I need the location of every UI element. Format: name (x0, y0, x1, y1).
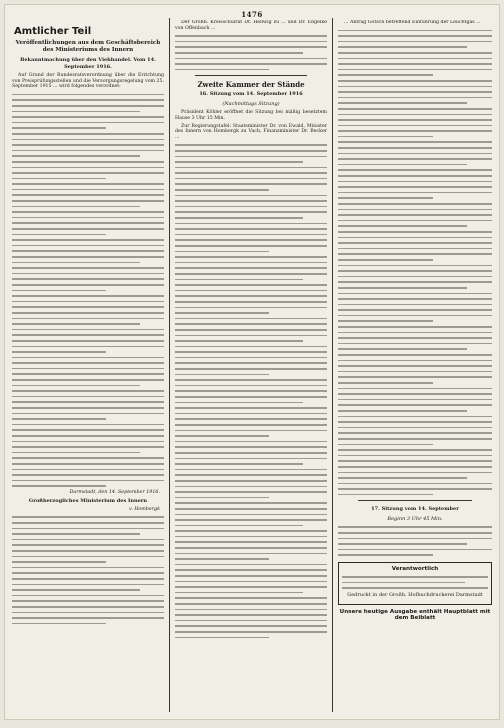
body-text (175, 144, 327, 638)
top-text: ... Antrag Gotsch betreffend Einführung der Leuchtgas ... (344, 20, 481, 25)
session-heading: 17. Sitzung vom 14. September (371, 506, 459, 513)
section-title: Zweite Kammer der Stände (197, 80, 305, 90)
announcement-text: Zur Regierungstafel: Staatsminister Dr. von Ewald, Minister des Innern von Hombergk zu Vach, Finanzminister Dr. Becker ... (175, 123, 327, 140)
column-3 (338, 20, 492, 712)
session-heading: 16. Sitzung vom 14. September 1916 (199, 91, 303, 98)
session-note: Beginn 3 Uhr 45 Min. (387, 515, 443, 522)
section-title: Amtlicher Teil (14, 26, 92, 37)
edition-note: Unsere heutige Ausgabe enthält Hauptblatt mit dem Beiblatt (339, 609, 491, 622)
body-text (338, 526, 492, 556)
newspaper-page (4, 4, 500, 720)
body-text (338, 30, 492, 496)
imprint-text (342, 576, 488, 589)
divider (195, 75, 307, 76)
imprint-box (338, 562, 492, 605)
imprint-printer: Gedruckt in der Großh. Hofbuchdruckerei Darmstadt (347, 591, 483, 598)
intro-text: Präsident Köhler eröffnet die Sitzung bei mäßig besetztem Hause 3 Uhr 15 Min. (175, 110, 327, 121)
divider (358, 500, 472, 501)
session-note: (Nachmittags Sitzung) (222, 100, 280, 107)
ministry-name: Großherzogliches Ministerium des Innern (28, 497, 148, 504)
body-text (12, 516, 164, 624)
column-rule (332, 18, 333, 712)
column-1 (12, 20, 164, 712)
column-2 (175, 20, 327, 712)
signature-date: Darmstadt, den 14. September 1916. (69, 489, 160, 495)
page-number: 1476 (241, 10, 263, 19)
top-text: Der Großh. Kreisschulrat Dr. Hellwig zu ... und Dr. Engelke von Offenbach ... (175, 20, 327, 31)
notice-text: Auf Grund der Bundesratsverordnung über die Errichtung von Preisprüfungsstellen und die Versorgungsregelung vom 25. September 1915 ... wird folgendes verordnet: (12, 73, 164, 90)
body-text (12, 94, 164, 487)
ministry-signatory: v. Hombergk (129, 507, 160, 513)
headline: Veröffentlichungen aus dem Geschäftsbereich des Ministeriums des Innern (15, 40, 161, 53)
body-text (175, 35, 327, 70)
column-rule (169, 18, 170, 712)
notice-heading: Bekanntmachung über den Viehhandel. Vom 14. September 1916. (20, 57, 156, 70)
imprint-title: Verantwortlich (391, 566, 439, 573)
